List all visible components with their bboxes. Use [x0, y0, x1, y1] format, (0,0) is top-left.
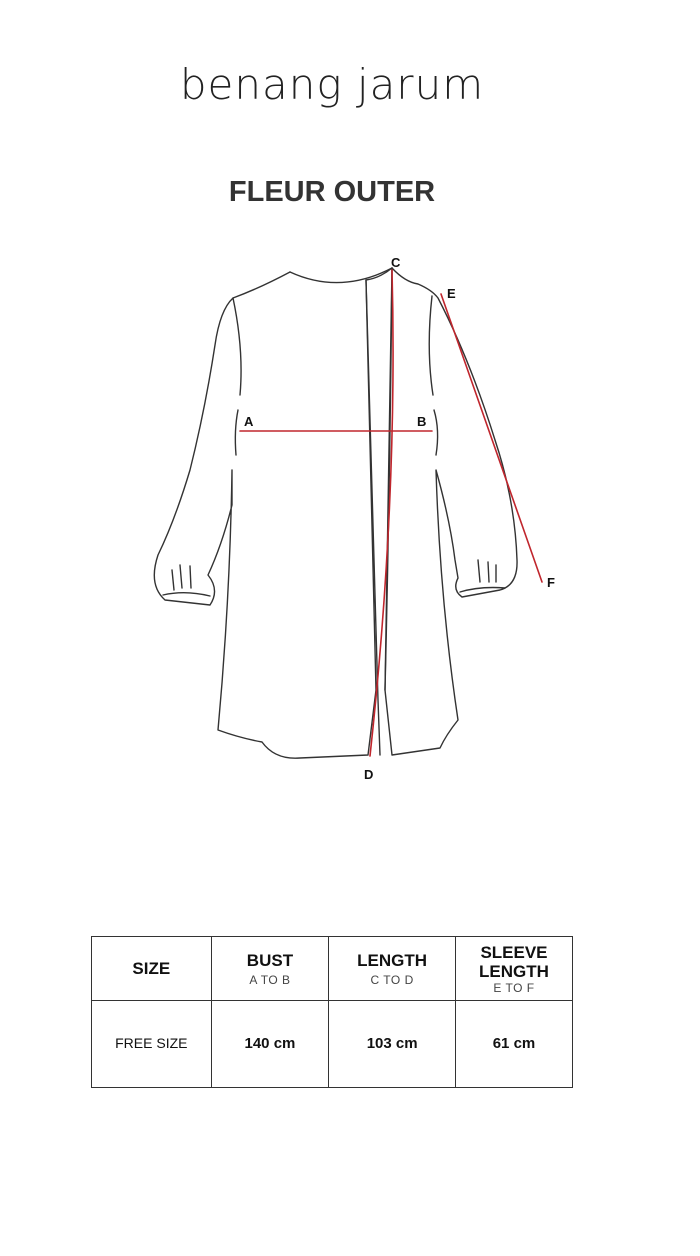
point-e-label: E	[447, 286, 456, 301]
header-bust: BUST A TO B	[211, 937, 329, 1001]
garment-diagram	[0, 240, 700, 800]
header-size: SIZE	[92, 937, 212, 1001]
size-chart-table	[91, 936, 573, 1088]
point-b-label: B	[417, 414, 427, 429]
point-c-label: C	[391, 255, 401, 270]
sleeve-measure-line	[441, 294, 542, 582]
point-a-label: A	[244, 414, 254, 429]
length-measure-line	[370, 270, 393, 756]
point-f-label: F	[547, 575, 555, 590]
cell-bust: 140 cm	[211, 1001, 329, 1088]
table-header-row	[92, 937, 573, 1001]
cell-length: 103 cm	[329, 1001, 456, 1088]
cell-sleeve-length: 61 cm	[455, 1001, 572, 1088]
header-sleeve-length: SLEEVE LENGTH E TO F	[455, 937, 572, 1001]
table-row	[92, 1001, 573, 1088]
product-title: FLEUR OUTER	[228, 176, 436, 208]
header-length: LENGTH C TO D	[329, 937, 456, 1001]
brand-logo: benang jarum	[179, 60, 485, 109]
cell-size: FREE SIZE	[92, 1001, 212, 1088]
garment-outline	[154, 268, 517, 758]
point-d-label: D	[364, 767, 374, 782]
